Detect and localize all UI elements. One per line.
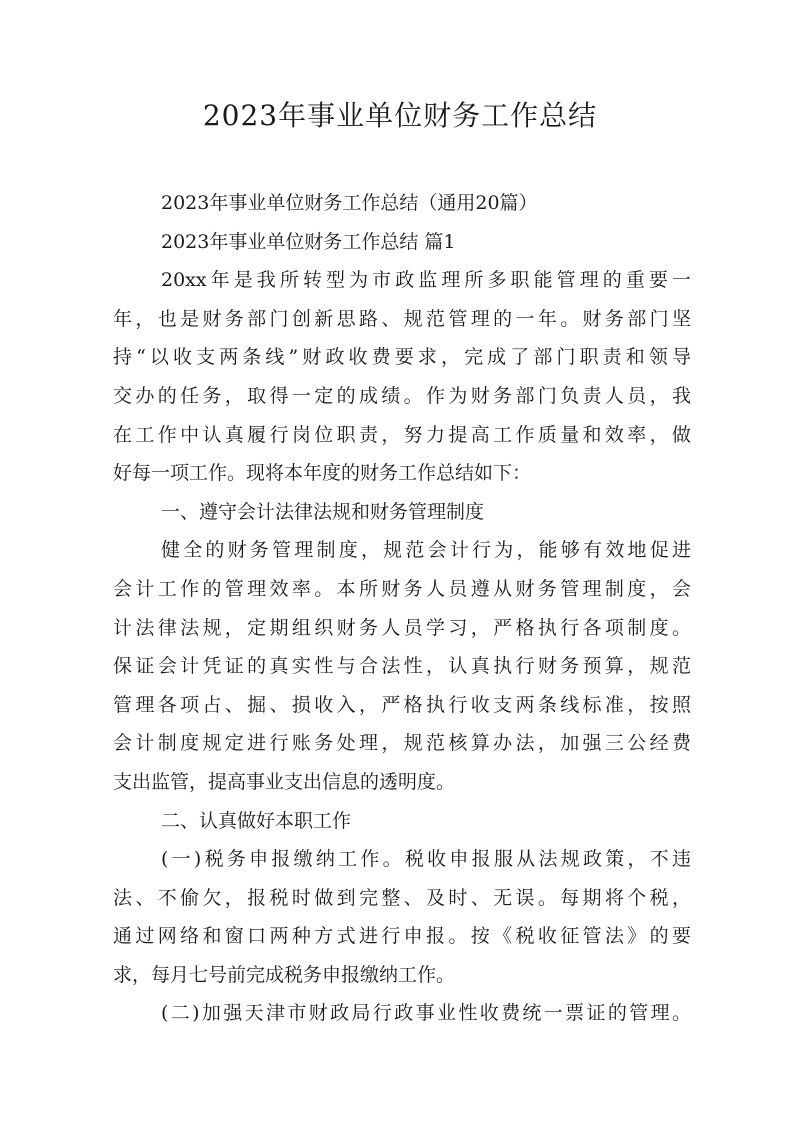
paragraph-line: 会计工作的管理效率。本所财务人员遵从财务管理制度，会 [113, 577, 691, 600]
paragraph-line: (一)税务申报缴纳工作。税收申报服从法规政策，不违 [161, 848, 691, 871]
subtitle-line: 2023年事业单位财务工作总结（通用20篇） [161, 192, 538, 214]
paragraph-line: 法、不偷欠，报税时做到完整、及时、无误。每期将个税， [113, 886, 691, 909]
paragraph-line: 好每一项工作。现将本年度的财务工作总结如下： [113, 462, 532, 485]
paragraph-line: 计法律法规，定期组织财务人员学习，严格执行各项制度。 [113, 616, 691, 639]
section-heading: 二、认真做好本职工作 [161, 809, 352, 832]
paragraph-line: 交办的任务，取得一定的成绩。作为财务部门负责人员，我 [113, 384, 691, 407]
document-body [113, 184, 691, 1033]
paragraph-line: 管理各项占、掘、损收入，严格执行收支两条线标准，按照 [113, 693, 691, 716]
paragraph-line: 持“以收支两条线”财政收费要求，完成了部门职责和领导 [113, 346, 691, 369]
paragraph-line: 年，也是财务部门创新思路、规范管理的一年。财务部门坚 [113, 307, 691, 330]
paragraph-line: 在工作中认真履行岗位职责，努力提高工作质量和效率，做 [113, 423, 691, 446]
paragraph-line: 健全的财务管理制度，规范会计行为，能够有效地促进 [161, 539, 691, 562]
paragraph-line: 求，每月七号前完成税务申报缴纳工作。 [113, 963, 456, 986]
section-heading: 2023年事业单位财务工作总结 篇1 [161, 230, 456, 253]
paragraph-line: 20xx年是我所转型为市政监理所多职能管理的重要一 [161, 269, 691, 292]
paragraph-line: 通过网络和窗口两种方式进行申报。按《税收征管法》的要 [113, 925, 691, 948]
paragraph-line: (二)加强天津市财政局行政事业性收费统一票证的管理。 [161, 1002, 691, 1025]
section-heading: 一、遵守会计法律法规和财务管理制度 [161, 500, 485, 523]
paragraph-line: 会计制度规定进行账务处理，规范核算办法，加强三公经费 [113, 732, 691, 755]
paragraph-line: 保证会计凭证的真实性与合法性，认真执行财务预算，规范 [113, 655, 691, 678]
paragraph-line: 支出监管，提高事业支出信息的透明度。 [113, 770, 456, 793]
document-title: 2023年事业单位财务工作总结 [202, 99, 598, 132]
